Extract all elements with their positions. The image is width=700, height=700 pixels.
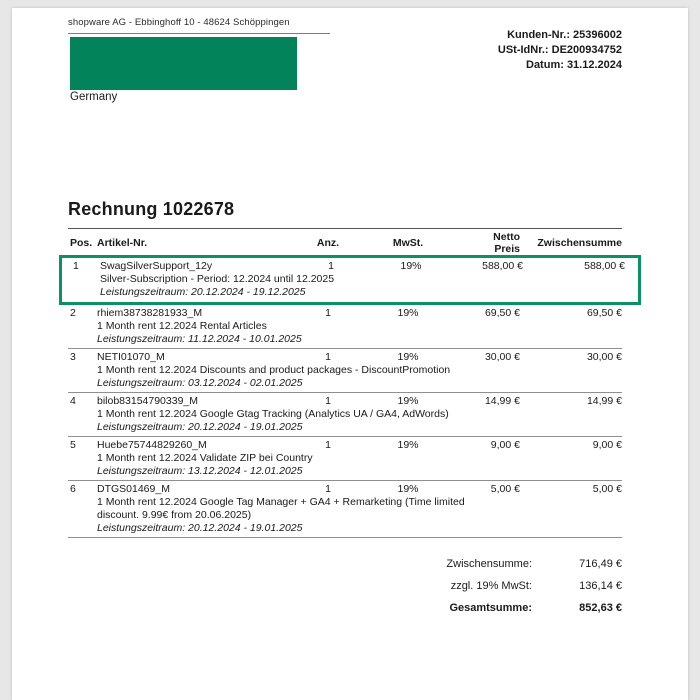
table-row — [68, 437, 622, 481]
item-vat: 19% — [397, 483, 419, 495]
item-service-period: Leistungszeitraum: 13.12.2024 - 12.01.2025 — [97, 465, 303, 477]
table-header-row — [68, 228, 622, 255]
item-vat: 19% — [400, 260, 422, 272]
header-mwst: MwSt. — [392, 237, 424, 249]
item-vat: 19% — [397, 439, 419, 451]
header-netto-preis: Netto Preis — [493, 231, 520, 255]
item-service-period: Leistungszeitraum: 20.12.2024 - 19.01.2025 — [97, 522, 303, 534]
subtotal-label: Zwischensumme: — [446, 558, 532, 570]
item-service-period: Leistungszeitraum: 20.12.2024 - 19.12.2025 — [100, 286, 306, 298]
item-qty: 1 — [325, 307, 331, 319]
item-net-price: 588,00 € — [482, 260, 523, 272]
item-qty: 1 — [325, 351, 331, 363]
item-description: 1 Month rent 12.2024 Discounts and product packages - DiscountPromotion — [97, 364, 451, 376]
item-pos: 3 — [70, 351, 76, 363]
table-row — [68, 393, 622, 437]
item-pos: 5 — [70, 439, 76, 451]
vat-value: 136,14 € — [579, 580, 622, 592]
vat-row — [312, 575, 622, 597]
vat-label: zzgl. 19% MwSt: — [450, 580, 532, 592]
item-qty: 1 — [328, 260, 334, 272]
sender-address-line: shopware AG - Ebbinghoff 10 - 48624 Schöppingen — [68, 17, 290, 28]
item-qty: 1 — [325, 395, 331, 407]
item-artikel-nr: NETI01070_M — [97, 351, 165, 363]
subtotal-value: 716,49 € — [579, 558, 622, 570]
header-anz: Anz. — [316, 237, 340, 249]
item-subtotal: 9,00 € — [592, 439, 622, 451]
item-artikel-nr: rhiem38738281933_M — [97, 307, 203, 319]
item-artikel-nr: bilob83154790339_M — [97, 395, 199, 407]
item-subtotal: 30,00 € — [586, 351, 622, 363]
subtotal-row — [312, 553, 622, 575]
item-description: 1 Month rent 12.2024 Rental Articles — [97, 320, 267, 332]
item-artikel-nr: Huebe75744829260_M — [97, 439, 207, 451]
header-artikel-nr: Artikel-Nr. — [97, 237, 148, 249]
invoice-date: Datum: 31.12.2024 — [526, 59, 622, 71]
item-subtotal: 5,00 € — [592, 483, 622, 495]
item-pos: 1 — [73, 260, 79, 272]
item-pos: 6 — [70, 483, 76, 495]
totals-block — [312, 553, 622, 619]
item-description: 1 Month rent 12.2024 Validate ZIP bei Country — [97, 452, 313, 464]
recipient-country: Germany — [70, 91, 118, 103]
table-row — [68, 305, 622, 349]
invoice-title: Rechnung 1022678 — [68, 199, 235, 219]
grand-total-label: Gesamtsumme: — [449, 602, 532, 614]
header-pos: Pos. — [70, 237, 93, 249]
item-qty: 1 — [325, 439, 331, 451]
item-vat: 19% — [397, 351, 419, 363]
item-description: 1 Month rent 12.2024 Google Tag Manager + GA4 + Remarketing (Time limited discount. 9.99€ from 20.06.2025) — [97, 496, 465, 521]
recipient-address-redaction — [70, 37, 297, 90]
item-artikel-nr: SwagSilverSupport_12y — [100, 260, 213, 272]
item-artikel-nr: DTGS01469_M — [97, 483, 170, 495]
item-net-price: 69,50 € — [484, 307, 520, 319]
invoice-page — [12, 8, 688, 700]
customer-number: Kunden-Nr.: 25396002 — [507, 29, 622, 41]
item-vat: 19% — [397, 307, 419, 319]
item-service-period: Leistungszeitraum: 11.12.2024 - 10.01.2025 — [97, 333, 302, 345]
table-row — [71, 258, 625, 302]
item-pos: 2 — [70, 307, 76, 319]
invoice-meta — [498, 28, 622, 73]
vat-id: USt-IdNr.: DE200934752 — [497, 44, 622, 56]
item-description: Silver-Subscription - Period: 12.2024 until 12.2025 — [100, 273, 335, 285]
table-row — [68, 349, 622, 393]
highlight-box — [59, 255, 641, 305]
item-subtotal: 588,00 € — [584, 260, 625, 272]
item-vat: 19% — [397, 395, 419, 407]
item-subtotal: 69,50 € — [586, 307, 622, 319]
item-net-price: 14,99 € — [484, 395, 520, 407]
item-net-price: 9,00 € — [490, 439, 520, 451]
header-zwischensumme: Zwischensumme — [537, 237, 622, 249]
sender-underline — [68, 33, 330, 34]
item-net-price: 5,00 € — [490, 483, 520, 495]
grand-total-value: 852,63 € — [579, 602, 622, 614]
grand-total-row — [312, 597, 622, 619]
item-service-period: Leistungszeitraum: 03.12.2024 - 02.01.2025 — [97, 377, 303, 389]
item-net-price: 30,00 € — [484, 351, 520, 363]
item-qty: 1 — [325, 483, 331, 495]
item-pos: 4 — [70, 395, 76, 407]
item-service-period: Leistungszeitraum: 20.12.2024 - 19.01.2025 — [97, 421, 303, 433]
table-row — [68, 481, 622, 538]
invoice-line-items-table — [68, 228, 625, 538]
item-description: 1 Month rent 12.2024 Google Gtag Tracking (Analytics UA / GA4, AdWords) — [97, 408, 449, 420]
item-subtotal: 14,99 € — [586, 395, 622, 407]
